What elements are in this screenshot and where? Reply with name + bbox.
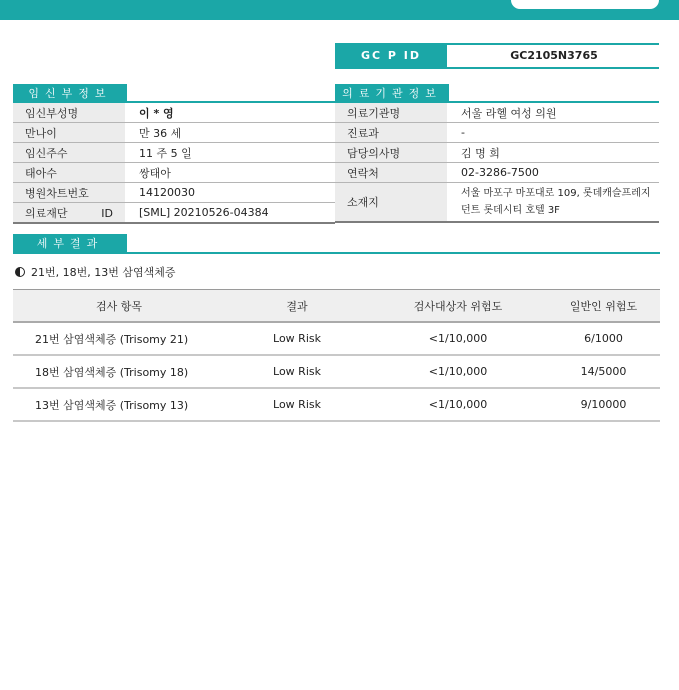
table-row	[13, 103, 335, 123]
institution-key: 연락처	[335, 163, 447, 183]
patient-key: 태아수	[13, 163, 125, 183]
department-value: -	[447, 123, 659, 143]
table-row	[13, 203, 335, 224]
table-row	[13, 183, 335, 203]
results-header-row	[13, 290, 660, 323]
top-banner-tab	[511, 0, 659, 9]
doctor-name-value: 김 명 희	[447, 143, 659, 163]
results-section-title: 세부결과	[13, 234, 127, 253]
table-row	[13, 143, 335, 163]
patient-key: 임신주수	[13, 143, 125, 163]
chart-number-value: 14120030	[125, 183, 335, 203]
gcp-id-label: GC P ID	[335, 45, 447, 67]
table-row	[13, 355, 660, 388]
institution-section-title: 의료기관정보	[335, 84, 449, 103]
table-row	[335, 123, 659, 143]
table-row	[335, 183, 659, 222]
column-header: 검사 항목	[13, 290, 225, 323]
patient-section-title: 임신부정보	[13, 84, 127, 103]
results-section-rule	[13, 252, 660, 254]
gcp-id-value: GC2105N3765	[510, 49, 598, 62]
patient-key: 만나이	[13, 123, 125, 143]
test-result: Low Risk	[225, 355, 369, 388]
test-item: 21번 삼염색체증 (Trisomy 21)	[13, 322, 225, 355]
table-row	[13, 322, 660, 355]
general-risk: 9/10000	[547, 388, 660, 421]
table-row	[335, 163, 659, 183]
results-summary-text: 21번, 18번, 13번 삼염색체증	[31, 266, 176, 279]
institution-name-value: 서울 라헬 여성 의원	[447, 103, 659, 123]
column-header: 일반인 위험도	[547, 290, 660, 323]
contact-value: 02-3286-7500	[447, 163, 659, 183]
test-item: 13번 삼염색체증 (Trisomy 13)	[13, 388, 225, 421]
column-header: 결과	[225, 290, 369, 323]
table-row	[13, 163, 335, 183]
subject-risk: <1/10,000	[369, 388, 547, 421]
patient-age-value: 만 36 세	[125, 123, 335, 143]
general-risk: 14/5000	[547, 355, 660, 388]
institution-info-table	[335, 103, 659, 223]
institution-key: 소재지	[335, 183, 447, 222]
test-result: Low Risk	[225, 388, 369, 421]
institution-key: 담당의사명	[335, 143, 447, 163]
table-row	[335, 103, 659, 123]
address-value: 서울 마포구 마포대로 109, 롯데캐슬프레지던트 롯데시티 호텔 3F	[447, 183, 659, 222]
fetus-count-value: 쌍태아	[125, 163, 335, 183]
foundation-id-value: [SML] 20210526-04384	[125, 203, 335, 224]
general-risk: 6/1000	[547, 322, 660, 355]
subject-risk: <1/10,000	[369, 355, 547, 388]
half-circle-icon	[15, 267, 25, 277]
gestation-weeks-value: 11 주 5 일	[125, 143, 335, 163]
institution-key: 의료기관명	[335, 103, 447, 123]
patient-key: 임신부성명	[13, 103, 125, 123]
column-header: 검사대상자 위험도	[369, 290, 547, 323]
patient-name-value: 이 * 영	[125, 103, 335, 123]
patient-info-table	[13, 103, 335, 224]
table-row	[13, 123, 335, 143]
results-summary	[15, 264, 175, 280]
patient-key: 병원차트번호	[13, 183, 125, 203]
results-table	[13, 289, 660, 422]
institution-key: 진료과	[335, 123, 447, 143]
gcp-id-box	[335, 43, 659, 69]
patient-key: 의료재단 ID	[13, 203, 125, 224]
test-result: Low Risk	[225, 322, 369, 355]
subject-risk: <1/10,000	[369, 322, 547, 355]
table-row	[335, 143, 659, 163]
table-row	[13, 388, 660, 421]
test-item: 18번 삼염색체증 (Trisomy 18)	[13, 355, 225, 388]
